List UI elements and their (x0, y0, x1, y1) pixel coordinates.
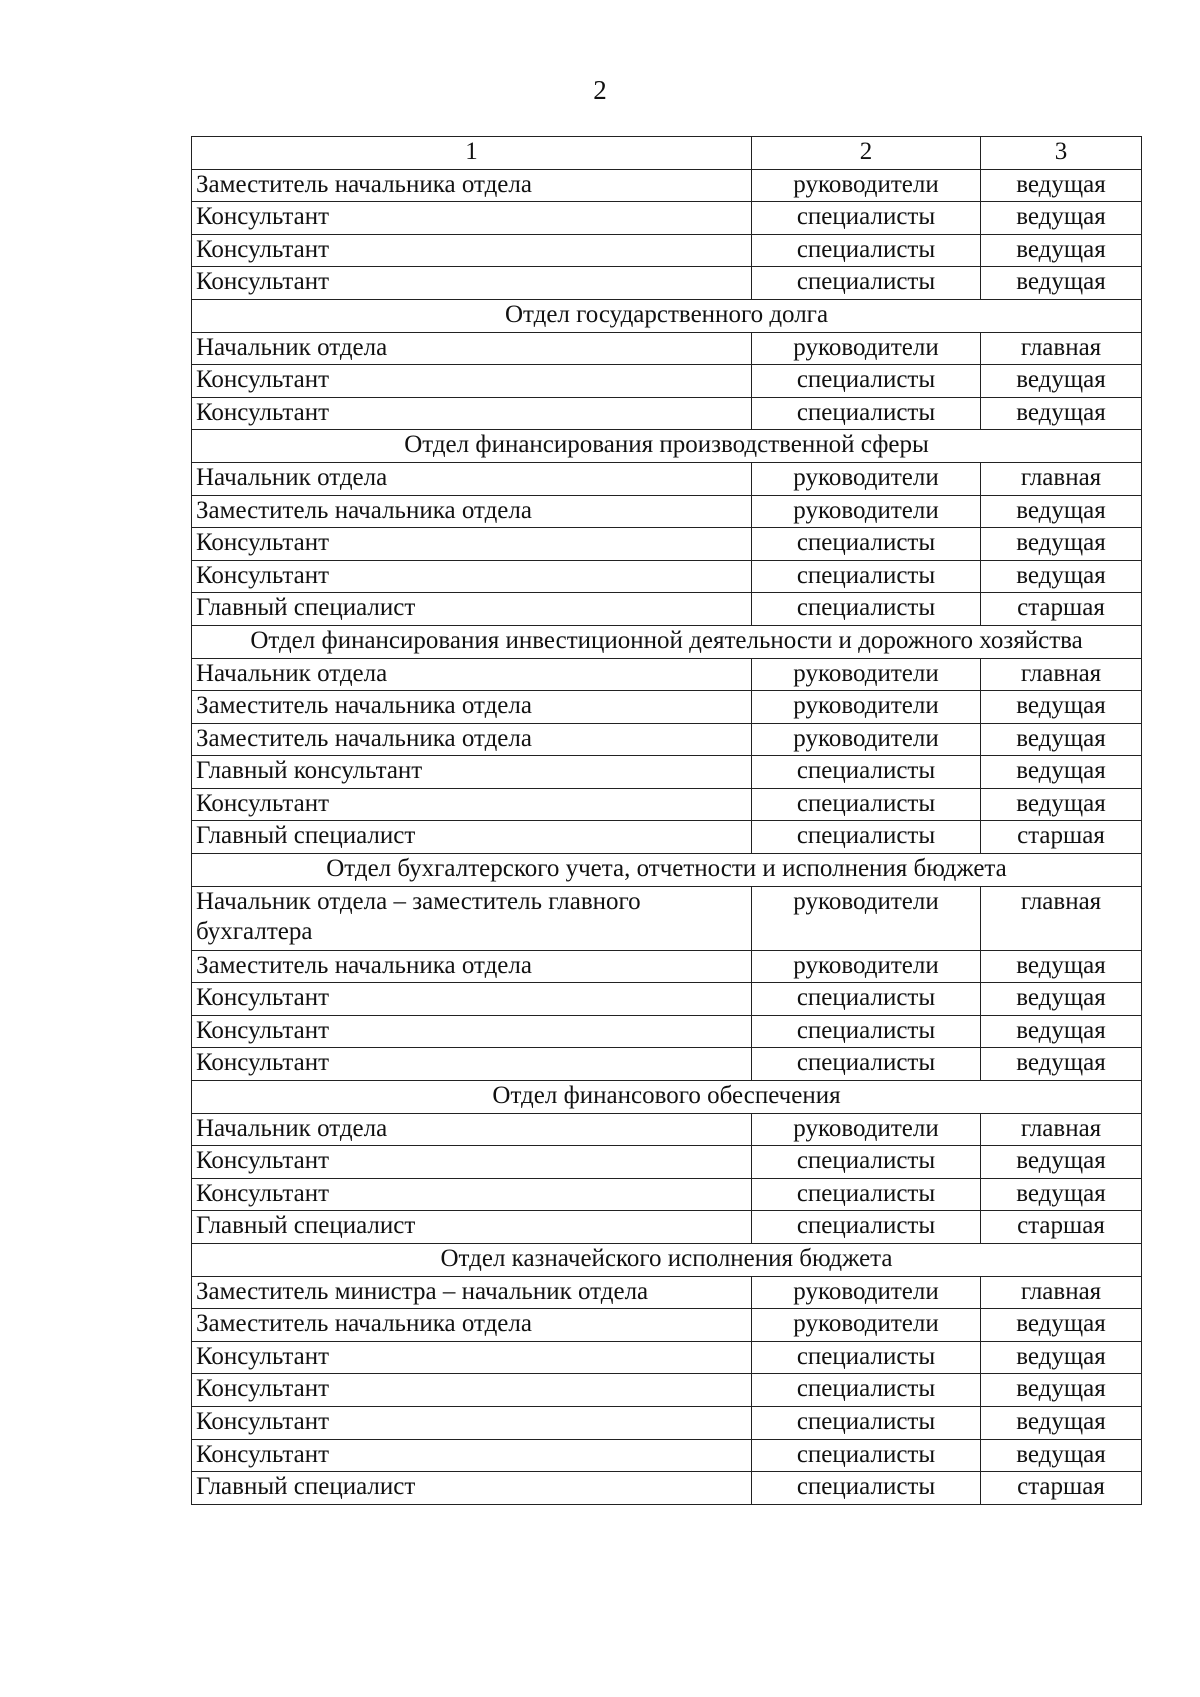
table-row (192, 983, 1142, 1016)
category-cell: руководители (752, 495, 981, 528)
position-cell: Консультант (192, 560, 752, 593)
position-cell: Консультант (192, 202, 752, 235)
category-cell: специалисты (752, 234, 981, 267)
category-cell: руководители (752, 169, 981, 202)
section-row (192, 1244, 1142, 1277)
section-row (192, 299, 1142, 332)
position-cell: Консультант (192, 1146, 752, 1179)
section-title: Отдел государственного долга (192, 299, 1142, 332)
category-cell: специалисты (752, 1472, 981, 1505)
table-row (192, 950, 1142, 983)
section-row (192, 430, 1142, 463)
table-body (192, 137, 1142, 1505)
table-row (192, 886, 1142, 950)
table-row (192, 1309, 1142, 1342)
section-title: Отдел финансового обеспечения (192, 1081, 1142, 1114)
table-row (192, 821, 1142, 854)
category-cell: специалисты (752, 821, 981, 854)
category-cell: специалисты (752, 202, 981, 235)
position-cell: Консультант (192, 983, 752, 1016)
group-cell: ведущая (981, 528, 1142, 561)
group-cell: ведущая (981, 1374, 1142, 1407)
table-row (192, 169, 1142, 202)
section-title: Отдел финансирования инвестиционной деятельности и дорожного хозяйства (192, 625, 1142, 658)
group-cell: ведущая (981, 365, 1142, 398)
table-row (192, 397, 1142, 430)
position-cell: Консультант (192, 267, 752, 300)
position-cell: Главный специалист (192, 1211, 752, 1244)
position-cell: Консультант (192, 1015, 752, 1048)
group-cell: ведущая (981, 169, 1142, 202)
position-cell: Главный специалист (192, 821, 752, 854)
table-row (192, 756, 1142, 789)
group-cell: ведущая (981, 983, 1142, 1016)
position-cell: Главный консультант (192, 756, 752, 789)
category-cell: специалисты (752, 1048, 981, 1081)
group-cell: ведущая (981, 950, 1142, 983)
category-cell: специалисты (752, 593, 981, 626)
header-row (192, 137, 1142, 170)
category-cell: специалисты (752, 1178, 981, 1211)
section-title: Отдел финансирования производственной сферы (192, 430, 1142, 463)
position-cell: Консультант (192, 788, 752, 821)
table-row (192, 1015, 1142, 1048)
position-cell: Начальник отдела (192, 1113, 752, 1146)
position-cell: Начальник отдела (192, 658, 752, 691)
position-cell: Начальник отдела (192, 462, 752, 495)
category-cell: специалисты (752, 1374, 981, 1407)
group-cell: старшая (981, 1472, 1142, 1505)
category-cell: специалисты (752, 1146, 981, 1179)
category-cell: руководители (752, 462, 981, 495)
group-cell: ведущая (981, 691, 1142, 724)
category-cell: специалисты (752, 1406, 981, 1439)
section-row (192, 625, 1142, 658)
category-cell: руководители (752, 1113, 981, 1146)
table-row (192, 658, 1142, 691)
table-row (192, 1048, 1142, 1081)
group-cell: ведущая (981, 234, 1142, 267)
category-cell: специалисты (752, 1439, 981, 1472)
group-cell: ведущая (981, 560, 1142, 593)
table-row (192, 1439, 1142, 1472)
group-cell: ведущая (981, 495, 1142, 528)
group-cell: ведущая (981, 397, 1142, 430)
category-cell: руководители (752, 723, 981, 756)
group-cell: ведущая (981, 1309, 1142, 1342)
category-cell: руководители (752, 886, 981, 950)
group-cell: ведущая (981, 756, 1142, 789)
table-row (192, 528, 1142, 561)
table-row (192, 1341, 1142, 1374)
position-cell: Консультант (192, 1341, 752, 1374)
position-cell: Консультант (192, 1439, 752, 1472)
category-cell: специалисты (752, 1015, 981, 1048)
category-cell: руководители (752, 1276, 981, 1309)
table-row (192, 788, 1142, 821)
category-cell: специалисты (752, 1341, 981, 1374)
category-cell: специалисты (752, 365, 981, 398)
category-cell: специалисты (752, 528, 981, 561)
category-cell: руководители (752, 658, 981, 691)
position-cell: Заместитель начальника отдела (192, 495, 752, 528)
position-cell: Заместитель начальника отдела (192, 169, 752, 202)
column-header-3: 3 (981, 137, 1142, 170)
group-cell: ведущая (981, 1178, 1142, 1211)
position-cell: Заместитель начальника отдела (192, 691, 752, 724)
table-row (192, 234, 1142, 267)
position-cell: Начальник отдела (192, 332, 752, 365)
category-cell: специалисты (752, 267, 981, 300)
position-cell: Заместитель начальника отдела (192, 723, 752, 756)
section-row (192, 1081, 1142, 1114)
table-row (192, 1374, 1142, 1407)
table-row (192, 1178, 1142, 1211)
position-cell: Главный специалист (192, 1472, 752, 1505)
group-cell: главная (981, 1113, 1142, 1146)
position-cell: Консультант (192, 528, 752, 561)
table-row (192, 593, 1142, 626)
section-row (192, 854, 1142, 887)
group-cell: главная (981, 462, 1142, 495)
table-row (192, 1276, 1142, 1309)
category-cell: специалисты (752, 983, 981, 1016)
category-cell: руководители (752, 691, 981, 724)
table-row (192, 1146, 1142, 1179)
group-cell: старшая (981, 1211, 1142, 1244)
column-header-2: 2 (752, 137, 981, 170)
table-row (192, 1113, 1142, 1146)
section-title: Отдел казначейского исполнения бюджета (192, 1244, 1142, 1277)
category-cell: руководители (752, 1309, 981, 1342)
position-cell: Консультант (192, 234, 752, 267)
table-row (192, 560, 1142, 593)
group-cell: ведущая (981, 1146, 1142, 1179)
table-row (192, 691, 1142, 724)
column-header-1: 1 (192, 137, 752, 170)
group-cell: ведущая (981, 1439, 1142, 1472)
group-cell: ведущая (981, 788, 1142, 821)
position-cell: Главный специалист (192, 593, 752, 626)
position-cell: Консультант (192, 365, 752, 398)
table-row (192, 462, 1142, 495)
position-cell: Заместитель начальника отдела (192, 1309, 752, 1342)
table-row (192, 1211, 1142, 1244)
group-cell: ведущая (981, 1406, 1142, 1439)
table-row (192, 1406, 1142, 1439)
category-cell: руководители (752, 950, 981, 983)
category-cell: специалисты (752, 1211, 981, 1244)
position-cell: Консультант (192, 1406, 752, 1439)
position-cell: Консультант (192, 1178, 752, 1211)
category-cell: специалисты (752, 560, 981, 593)
table-row (192, 1472, 1142, 1505)
section-title: Отдел бухгалтерского учета, отчетности и исполнения бюджета (192, 854, 1142, 887)
category-cell: специалисты (752, 756, 981, 789)
group-cell: главная (981, 332, 1142, 365)
group-cell: ведущая (981, 1048, 1142, 1081)
table-row (192, 202, 1142, 235)
category-cell: специалисты (752, 397, 981, 430)
page-number: 2 (593, 75, 607, 105)
position-cell: Начальник отдела – заместитель главного бухгалтера (192, 886, 752, 950)
group-cell: ведущая (981, 202, 1142, 235)
table-row (192, 723, 1142, 756)
group-cell: ведущая (981, 267, 1142, 300)
category-cell: руководители (752, 332, 981, 365)
position-cell: Консультант (192, 1374, 752, 1407)
group-cell: ведущая (981, 723, 1142, 756)
group-cell: главная (981, 1276, 1142, 1309)
group-cell: главная (981, 658, 1142, 691)
group-cell: старшая (981, 821, 1142, 854)
category-cell: специалисты (752, 788, 981, 821)
table-row (192, 495, 1142, 528)
position-cell: Консультант (192, 397, 752, 430)
table-row (192, 365, 1142, 398)
position-cell: Консультант (192, 1048, 752, 1081)
group-cell: ведущая (981, 1015, 1142, 1048)
position-cell: Заместитель министра – начальник отдела (192, 1276, 752, 1309)
group-cell: ведущая (981, 1341, 1142, 1374)
position-cell: Заместитель начальника отдела (192, 950, 752, 983)
group-cell: главная (981, 886, 1142, 950)
table-row (192, 332, 1142, 365)
staff-positions-table (191, 136, 1142, 1505)
group-cell: старшая (981, 593, 1142, 626)
table-row (192, 267, 1142, 300)
